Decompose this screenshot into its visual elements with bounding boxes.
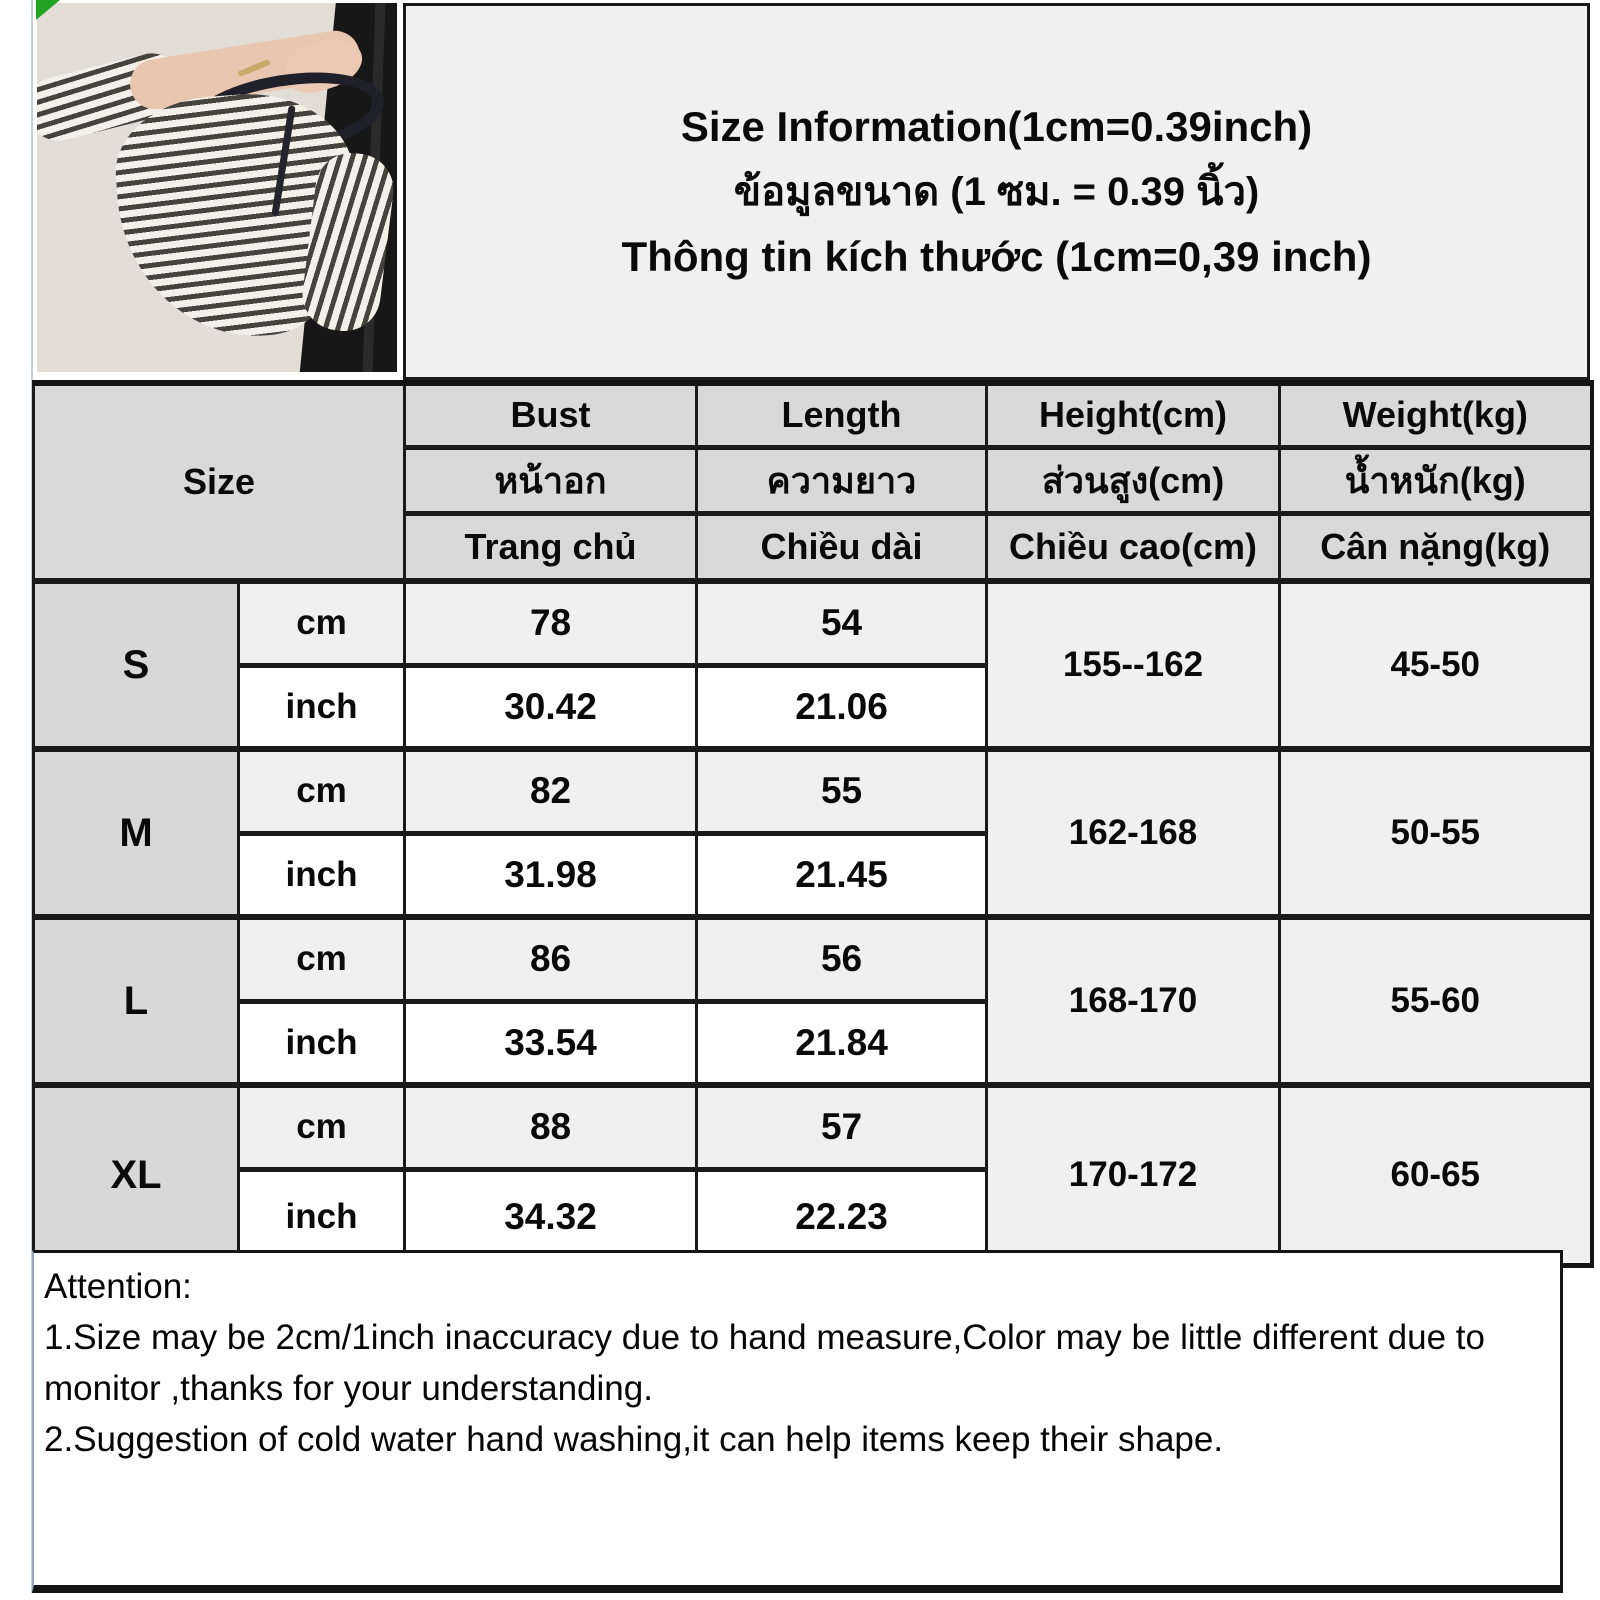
title-box: [403, 3, 1590, 380]
length-value: 21.45: [697, 833, 987, 917]
header-bust-en: Bust: [405, 383, 697, 447]
bust-value: 86: [405, 917, 697, 1001]
length-value: 54: [697, 581, 987, 665]
size-cell-xl: XL: [34, 1085, 239, 1265]
row-m-cm: [34, 749, 1592, 833]
unit-cell: inch: [239, 1001, 405, 1085]
header-weight-en: Weight(kg): [1280, 383, 1592, 447]
length-value: 57: [697, 1085, 987, 1169]
header-weight-th: น้ำหนัก(kg): [1280, 447, 1592, 513]
header-bust-th: หน้าอก: [405, 447, 697, 513]
weight-range: 50-55: [1280, 749, 1592, 917]
attention-heading: Attention:: [44, 1267, 192, 1306]
unit-cell: cm: [239, 581, 405, 665]
unit-cell: cm: [239, 749, 405, 833]
size-cell-s: S: [34, 581, 239, 749]
bust-value: 33.54: [405, 1001, 697, 1085]
header-height-th: ส่วนสูง(cm): [987, 447, 1280, 513]
bust-value: 31.98: [405, 833, 697, 917]
attention-box: [32, 1250, 1563, 1593]
bust-value: 88: [405, 1085, 697, 1169]
row-xl-cm: [34, 1085, 1592, 1169]
length-value: 22.23: [697, 1169, 987, 1265]
length-value: 56: [697, 917, 987, 1001]
unit-cell: inch: [239, 1169, 405, 1265]
length-value: 55: [697, 749, 987, 833]
height-range: 168-170: [987, 917, 1280, 1085]
title-line-en: Size Information(1cm=0.39inch): [680, 102, 1313, 150]
header-weight-vi: Cân nặng(kg): [1280, 513, 1592, 581]
height-range: 155--162: [987, 581, 1280, 749]
length-value: 21.84: [697, 1001, 987, 1085]
unit-cell: inch: [239, 665, 405, 749]
unit-cell: inch: [239, 833, 405, 917]
title-line-vi: Thông tin kích thước (1cm=0,39 inch): [621, 232, 1372, 280]
unit-cell: cm: [239, 917, 405, 1001]
row-l-cm: [34, 917, 1592, 1001]
bust-value: 82: [405, 749, 697, 833]
size-cell-m: M: [34, 749, 239, 917]
size-cell-l: L: [34, 917, 239, 1085]
unit-cell: cm: [239, 1085, 405, 1169]
height-range: 170-172: [987, 1085, 1280, 1265]
weight-range: 45-50: [1280, 581, 1592, 749]
size-table: [32, 380, 1594, 1268]
bust-value: 30.42: [405, 665, 697, 749]
length-value: 21.06: [697, 665, 987, 749]
header-height-en: Height(cm): [987, 383, 1280, 447]
header-height-vi: Chiều cao(cm): [987, 513, 1280, 581]
attention-note-2: 2.Suggestion of cold water hand washing,it can help items keep their shape.: [44, 1420, 1224, 1459]
weight-range: 60-65: [1280, 1085, 1592, 1265]
header-length-vi: Chiều dài: [697, 513, 987, 581]
header-length-en: Length: [697, 383, 987, 447]
header-bust-vi: Trang chủ: [405, 513, 697, 581]
bust-value: 78: [405, 581, 697, 665]
header-length-th: ความยาว: [697, 447, 987, 513]
attention-note-1: 1.Size may be 2cm/1inch inaccuracy due to hand measure,Color may be little different due to monitor ,thanks for your understanding.: [44, 1318, 1485, 1408]
weight-range: 55-60: [1280, 917, 1592, 1085]
title-line-th: ข้อมูลขนาด (1 ซม. = 0.39 นิ้ว): [733, 169, 1260, 214]
product-photo: [37, 3, 397, 372]
row-s-cm: [34, 581, 1592, 665]
bust-value: 34.32: [405, 1169, 697, 1265]
height-range: 162-168: [987, 749, 1280, 917]
corner-size-header: Size: [34, 383, 405, 581]
